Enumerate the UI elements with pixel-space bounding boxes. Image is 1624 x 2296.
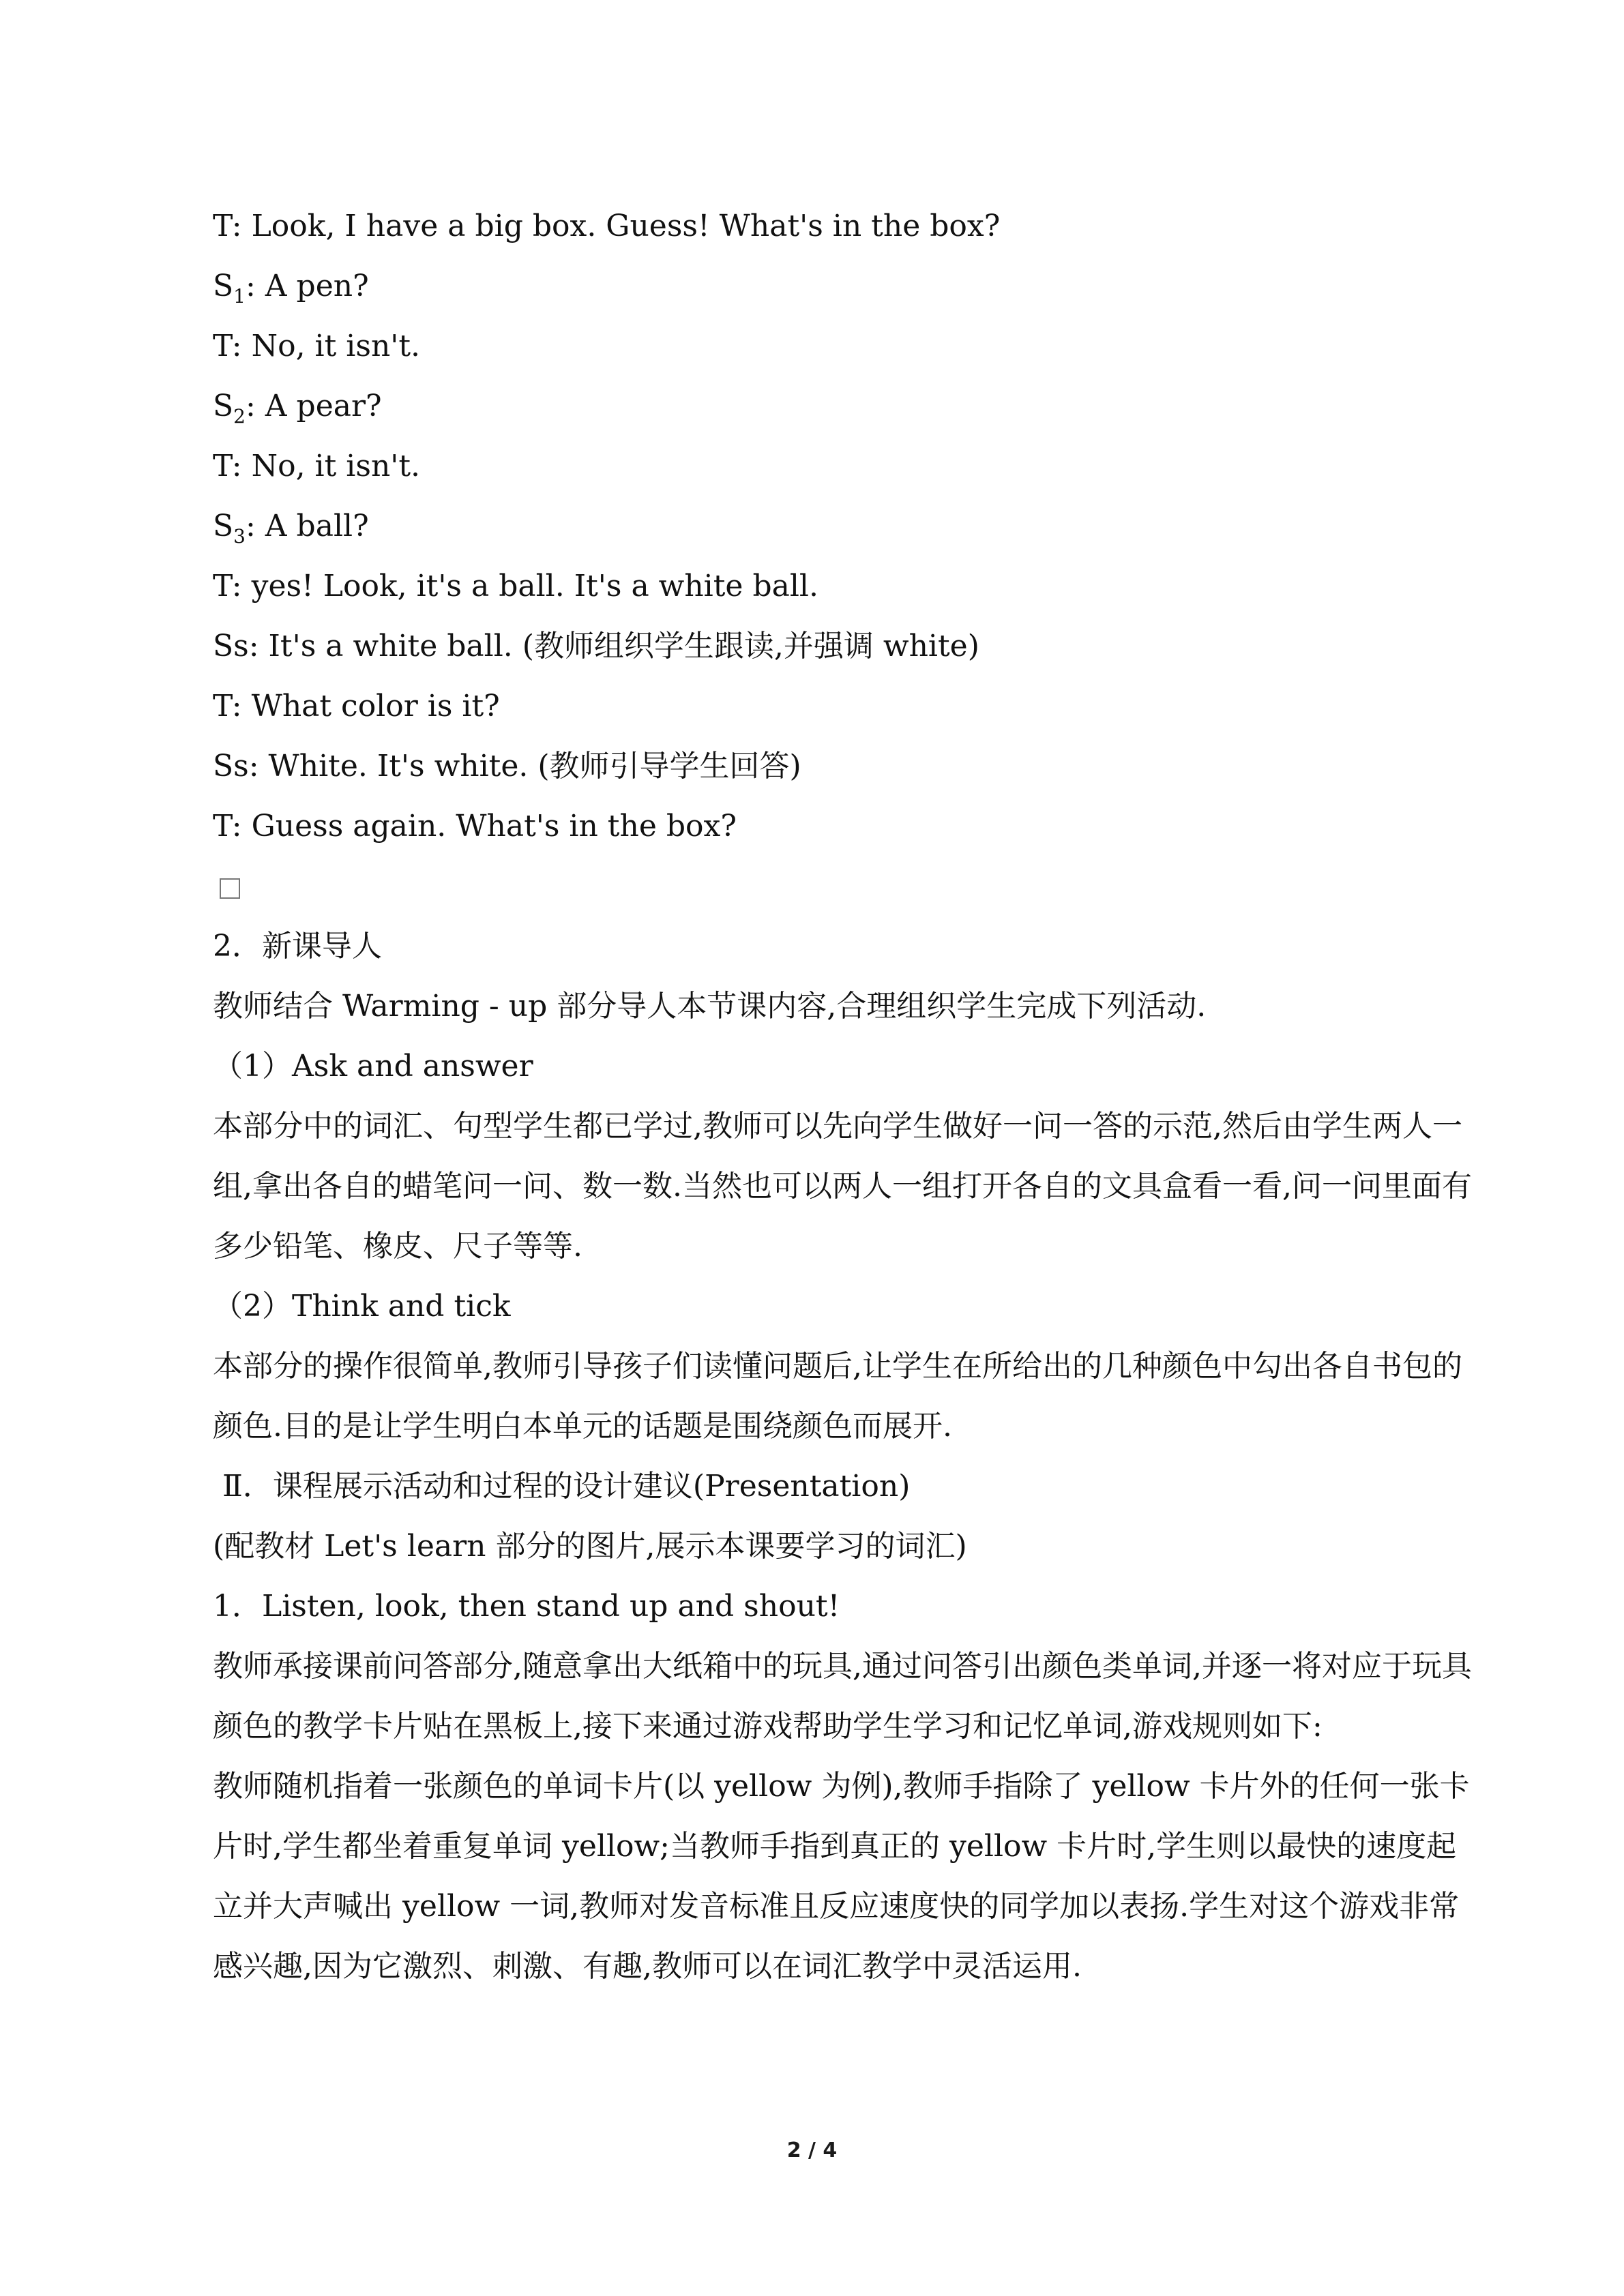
dialogue-line-5: T: No, it isn't. bbox=[213, 449, 421, 483]
speaker-subscript: 1 bbox=[233, 285, 246, 308]
dialogue-line-9: T: What color is it? bbox=[213, 689, 500, 724]
dialogue-text: : A ball? bbox=[245, 509, 369, 543]
item-title-think-tick: （2）Think and tick bbox=[213, 1289, 511, 1324]
page-number: 2 / 4 bbox=[786, 2138, 838, 2162]
speaker: S bbox=[213, 389, 234, 423]
step-title-listen-look: 1．Listen, look, then stand up and shout! bbox=[213, 1589, 840, 1624]
section-heading-presentation: Ⅱ．课程展示活动和过程的设计建议(Presentation) bbox=[222, 1469, 911, 1504]
speaker: S bbox=[213, 509, 234, 543]
dialogue-text: : A pen? bbox=[245, 269, 369, 303]
placeholder-box-line bbox=[213, 871, 1475, 901]
dialogue-line-11: T: Guess again. What's in the box? bbox=[213, 809, 737, 844]
step-body-paragraph-1: 教师承接课前问答部分,随意拿出大纸箱中的玩具,通过问答引出颜色类单词,并逐一将对应于玩具颜色的教学卡片贴在黑板上,接下来通过游戏帮助学生学习和记忆单词,游戏规则如下: bbox=[213, 1649, 1472, 1744]
item-body-think-tick: 本部分的操作很简单,教师引导孩子们读懂问题后,让学生在所给出的几种颜色中勾出各自书包的颜色.目的是让学生明白本单元的话题是围绕颜色而展开. bbox=[213, 1349, 1462, 1444]
presentation-note: (配教材 Let's learn 部分的图片,展示本课要学习的词汇) bbox=[213, 1529, 967, 1564]
dialogue-line-3: T: No, it isn't. bbox=[213, 329, 421, 363]
dialogue-line-7: T: yes! Look, it's a ball. It's a white ball. bbox=[213, 569, 818, 603]
empty-box-icon bbox=[220, 878, 240, 899]
item-title-ask-answer: （1）Ask and answer bbox=[213, 1049, 533, 1084]
dialogue-line-6 bbox=[213, 509, 1475, 548]
speaker-subscript: 2 bbox=[233, 405, 246, 428]
section-heading-new-lesson: 2．新课导人 bbox=[213, 929, 382, 964]
page-content bbox=[213, 211, 1475, 2012]
dialogue-line-1: T: Look, I have a big box. Guess! What's in the box? bbox=[213, 209, 1001, 243]
dialogue-line-8: Ss: It's a white ball. (教师组织学生跟读,并强调 white) bbox=[213, 629, 979, 664]
section-intro: 教师结合 Warming - up 部分导人本节课内容,合理组织学生完成下列活动. bbox=[213, 989, 1207, 1024]
dialogue-line-2 bbox=[213, 269, 1475, 308]
speaker: S bbox=[213, 269, 234, 303]
item-body-ask-answer: 本部分中的词汇、句型学生都已学过,教师可以先向学生做好一问一答的示范,然后由学生两人一组,拿出各自的蜡笔问一问、数一数.当然也可以两人一组打开各自的文具盒看一看,问一问里面有多少铅笔、橡皮、尺子等等. bbox=[213, 1109, 1472, 1264]
step-body-paragraph-2: 教师随机指着一张颜色的单词卡片(以 yellow 为例),教师手指除了 yellow 卡片外的任何一张卡片时,学生都坐着重复单词 yellow;当教师手指到真正的 yellow 卡片时,学生则以最快的速度起立并大声喊出 yellow 一词,教师对发音标准且反应速度快的同学加以表扬.学生对这个游戏非常感兴趣,因为它激烈、刺激、有趣,教师可以在词汇教学中灵活运用. bbox=[213, 1769, 1470, 1984]
speaker-subscript: 3 bbox=[233, 525, 246, 548]
dialogue-text: : A pear? bbox=[245, 389, 382, 423]
dialogue-line-10: Ss: White. It's white. (教师引导学生回答) bbox=[213, 749, 801, 784]
dialogue-line-4 bbox=[213, 389, 1475, 428]
